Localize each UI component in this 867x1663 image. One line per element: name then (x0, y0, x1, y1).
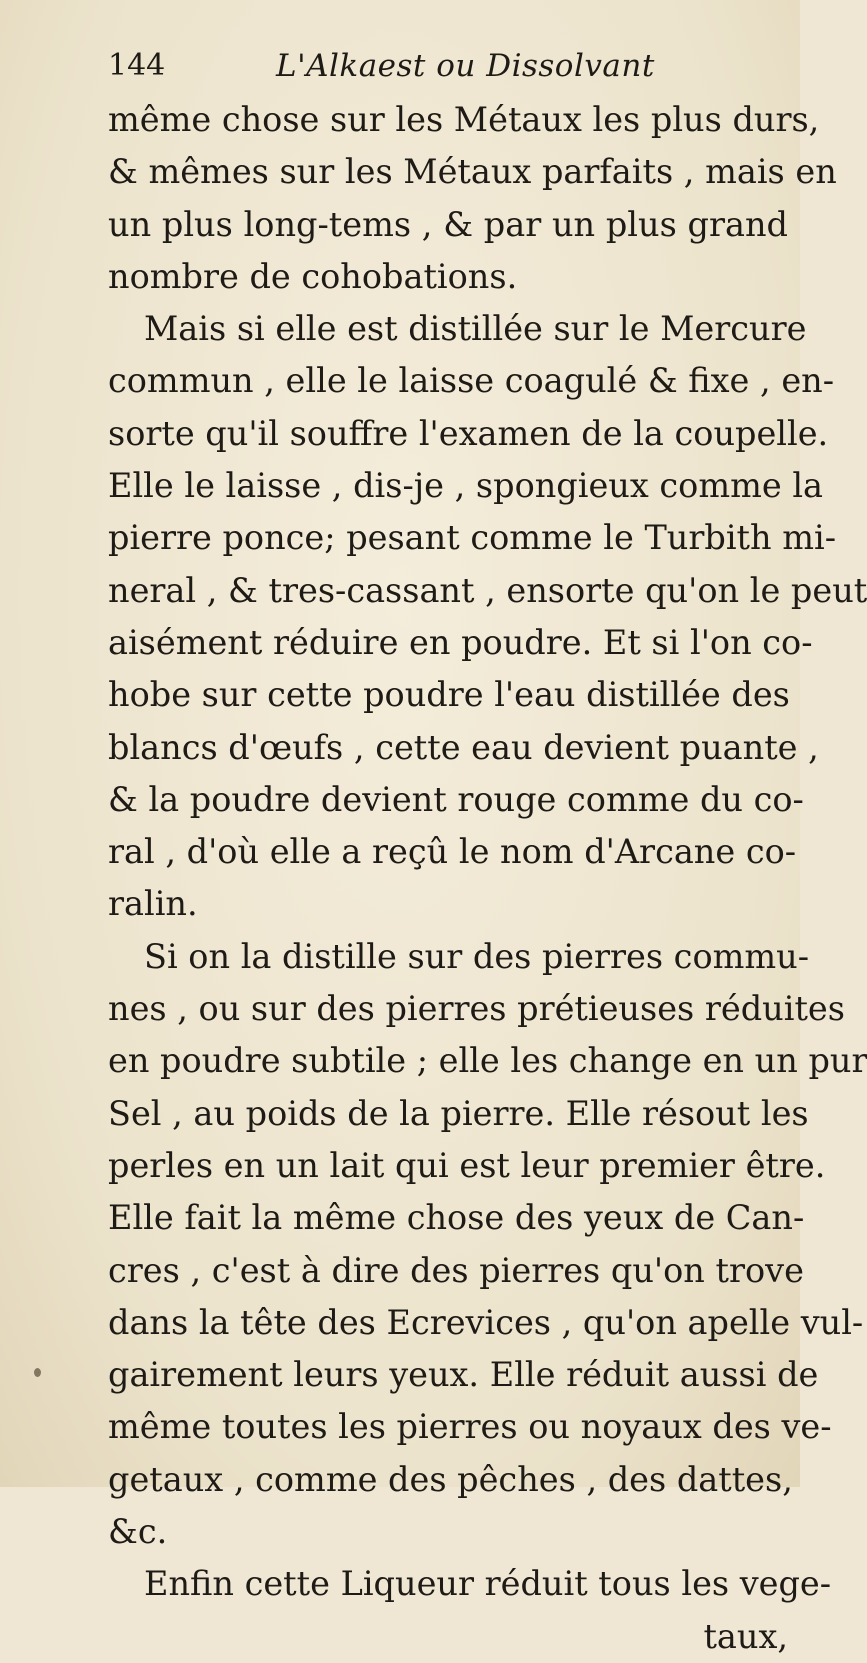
page-header (108, 48, 788, 94)
text-line: sorte qu'il souffre l'examen de la coupelle. (108, 413, 829, 453)
text-line: gairement leurs yeux. Elle réduit aussi de (108, 1355, 819, 1395)
text-line: nes , ou sur des pierres prétieuses réduites (108, 989, 845, 1029)
text-line: & la poudre devient rouge comme du co- (108, 779, 804, 819)
page-number: 144 (108, 48, 166, 83)
text-line: Sel , au poids de la pierre. Elle résout les (108, 1093, 809, 1133)
text-line: ralin. (108, 884, 198, 924)
text-line: même chose sur les Métaux les plus durs, (108, 100, 820, 139)
body-text (108, 94, 867, 1663)
text-line: &c. (108, 1512, 168, 1552)
text-line: même toutes les pierres ou noyaux des ve- (108, 1407, 832, 1447)
text-line: dans la tête des Ecrevices , qu'on apelle vul- (108, 1302, 864, 1342)
running-title: L'Alkaest ou Dissolvant (276, 48, 655, 84)
text-line: & mêmes sur les Métaux parfaits , mais en (108, 152, 837, 192)
text-line: getaux , comme des pêches , des dattes, (108, 1459, 793, 1499)
text-line: Si on la distille sur des pierres commu- (144, 936, 810, 976)
text-line: un plus long-tems , & par un plus grand (108, 204, 788, 244)
text-line: neral , & tres-cassant , ensorte qu'on le peut (108, 570, 867, 610)
text-line: Elle le laisse , dis-je , spongieux comme la (108, 466, 824, 506)
text-line: perles en un lait qui est leur premier être. (108, 1145, 826, 1185)
text-line: hobe sur cette poudre l'eau distillée des (108, 675, 790, 715)
text-line: cres , c'est à dire des pierres qu'on trove (108, 1250, 804, 1290)
text-line: blancs d'œufs , cette eau devient puante , (108, 727, 819, 767)
text-line: Mais si elle est distillée sur le Mercure (144, 309, 807, 349)
text-line: Elle fait la même chose des yeux de Can- (108, 1198, 805, 1238)
text-line: en poudre subtile ; elle les change en un pur (108, 1041, 867, 1081)
catchword: taux, (703, 1616, 788, 1656)
ink-spot (34, 1368, 41, 1377)
text-line: pierre ponce; pesant comme le Turbith mi- (108, 518, 837, 558)
text-line: aisément réduire en poudre. Et si l'on co- (108, 622, 813, 662)
text-line: Enfin cette Liqueur réduit tous les vege- (144, 1564, 832, 1604)
text-line: nombre de cohobations. (108, 256, 518, 296)
text-line: ral , d'où elle a reçû le nom d'Arcane co- (108, 832, 797, 872)
text-line: commun , elle le laisse coagulé & fixe , en- (108, 361, 835, 401)
